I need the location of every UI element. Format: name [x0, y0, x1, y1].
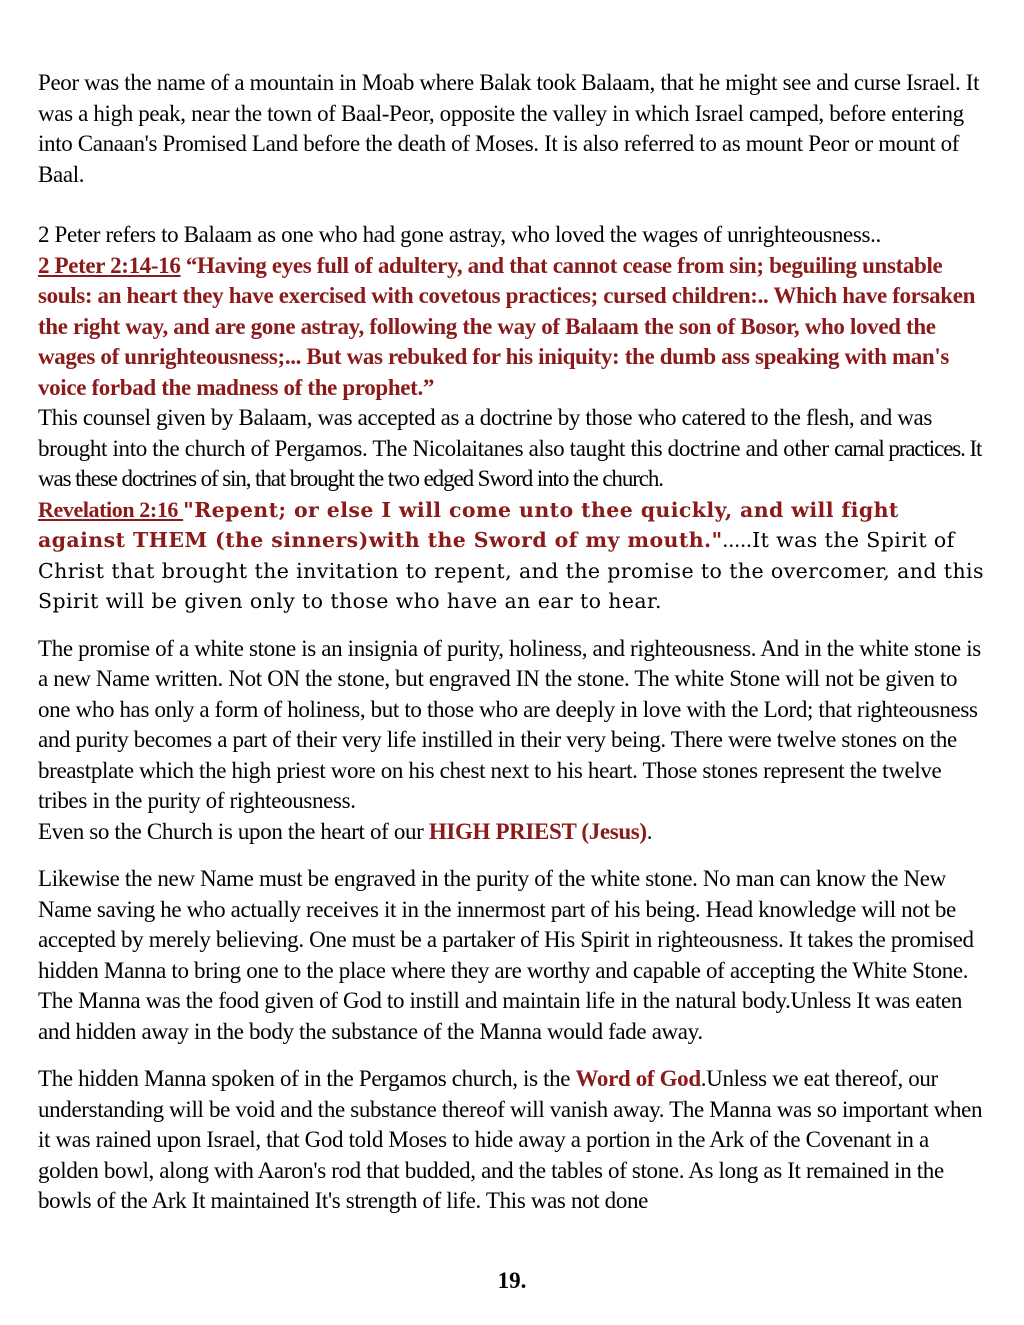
- scripture-quote-2-peter: “Having eyes full of adultery, and that cannot cease from sin; beguiling unstable souls: an heart they have exercised with covetous practices; cursed children:.. Which have forsaken the right way, and are gone astray, following the way of Balaam the son of Bosor, who loved the wages of unrighteousness;... But was rebuked for his iniquity: the dumb ass speaking with man's voice forbad the madness of the prophet.”: [38, 252, 976, 400]
- ellipsis: .....: [722, 527, 753, 552]
- paragraph-new-name: Likewise the new Name must be engraved in the purity of the white stone. No man can know the New Name saving he who actually receives it in the innermost part of his being. Head knowledge will not be accepted by merely believing. One must be a partaker of His Spirit in righteousness. It takes the promised hidden Manna to bring one to the place where they are worthy and capable of accepting the White Stone. The Manna was the food given of God to instill and maintain life in the natural body.Unless It was eaten and hidden away in the body the substance of the Manna would fade away.: [38, 866, 974, 1044]
- emphasis-high-priest: HIGH PRIEST (Jesus): [428, 818, 647, 844]
- paragraph-high-priest: [38, 817, 988, 848]
- paragraph-counsel-text: This counsel given by Balaam, was accepted as a doctrine by those who catered to the flesh, and was brought into the church of Pergamos. The Nicolaitanes also taught this doctrine and other: [38, 405, 932, 461]
- paragraph-hidden-manna-text: The hidden Manna spoken of in the Pergamos church, is the: [38, 1066, 576, 1091]
- paragraph-high-priest-end: .: [646, 818, 653, 844]
- paragraph-peor: Peor was the name of a mountain in Moab where Balak took Balaam, that he might see and curse Israel. It was a high peak, near the town of Baal-Peor, opposite the valley in which Israel camped, before entering into Canaan's Promised Land before the death of Moses. It is also referred to as mount Peor or mount of Baal.: [38, 70, 980, 187]
- document-body: [38, 68, 988, 1217]
- emphasis-word-of-god: Word of God: [575, 1066, 701, 1091]
- paragraph-revelation-text: It was the Spirit of Christ that brought the invitation to repent, and the promise to the overcomer, and this Spirit will be given only to those who have an ear to hear.: [38, 528, 984, 613]
- paragraph-2-peter-intro: 2 Peter refers to Balaam as one who had gone astray, who loved the wages of unrighteousness..: [38, 222, 881, 247]
- paragraph-revelation: [38, 495, 988, 617]
- paragraph-hidden-manna-rest: .Unless we eat thereof, our understanding will be void and the substance thereof will vanish away. The Manna was so important when it was rained upon Israel, that God told Moses to hide away a portion in the Ark of the Covenant in a golden bowl, along with Aaron's rod that budded, and the tables of stone. As long as It remained in the bowls of the Ark It maintained It's strength of life. This was not done: [38, 1066, 983, 1213]
- paragraph-high-priest-text: Even so the Church is upon the heart of our: [38, 818, 429, 844]
- paragraph-white-stone: The promise of a white stone is an insignia of purity, holiness, and righteousness. And in the white stone is a new Name written. Not ON the stone, but engraved IN the stone. The white Stone will not be given to one who has only a form of holiness, but to those who are deeply in love with the Lord; that righteousness and purity becomes a part of their very life instilled in their very being. There were twelve stones on the breastplate which the high priest wore on his chest next to his heart. Those stones represent the twelve tribes in the purity of righteousness.: [38, 635, 981, 813]
- paragraph-2-peter: [38, 220, 988, 403]
- paragraph-counsel: [38, 403, 988, 495]
- scripture-link-2-peter[interactable]: 2 Peter 2:14-16: [38, 252, 181, 278]
- paragraph-hidden-manna: [38, 1064, 988, 1217]
- scripture-link-revelation[interactable]: Revelation 2:16: [38, 496, 184, 522]
- paragraph-counsel-condensed: carnal practices. It was these doctrines of sin, that brought the two edged Sword into the church.: [38, 435, 982, 491]
- scripture-quote-revelation: "Repent; or else I will come unto thee quickly, and will fight against THEM (the sinners)with the Sword of my mouth.": [38, 497, 899, 552]
- page-number: 19.: [497, 1268, 527, 1293]
